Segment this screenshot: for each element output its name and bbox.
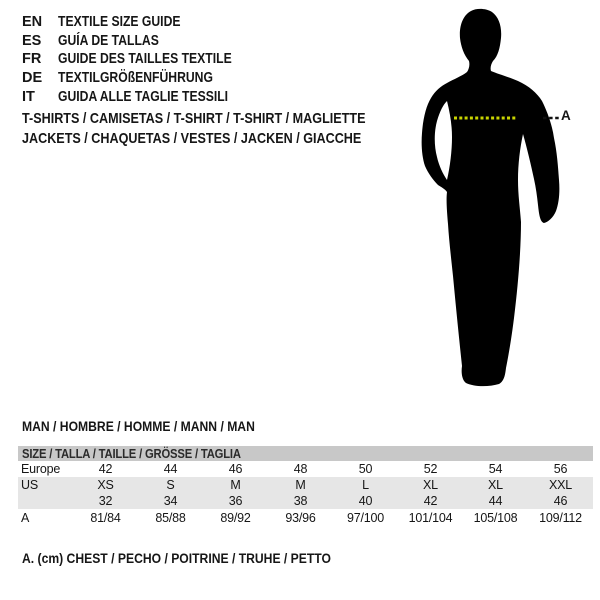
language-label: GUIDE DES TAILLES TEXTILE	[58, 51, 232, 68]
language-code: ES	[22, 32, 42, 49]
size-value: 44	[488, 494, 503, 508]
size-value: L	[362, 478, 369, 492]
size-value: 54	[488, 462, 503, 476]
size-value: 97/100	[346, 511, 385, 525]
row-label: A	[21, 511, 30, 525]
size-value: 50	[358, 462, 373, 476]
size-value: 40	[358, 494, 373, 508]
size-value: 32	[98, 494, 113, 508]
category-tshirts: T-SHIRTS / CAMISETAS / T-SHIRT / T-SHIRT / MAGLIETTE	[22, 110, 366, 127]
row-label: US	[21, 478, 38, 492]
size-value: 48	[293, 462, 308, 476]
size-value: M	[295, 478, 306, 492]
size-value: 89/92	[220, 511, 251, 525]
size-table	[18, 446, 593, 527]
language-label: GUÍA DE TALLAS	[58, 32, 159, 49]
size-value: 42	[98, 462, 113, 476]
size-value: 46	[228, 462, 243, 476]
row-label: Europe	[21, 462, 61, 476]
language-label: GUIDA ALLE TAGLIE TESSILI	[58, 88, 229, 105]
section-title-man: MAN / HOMBRE / HOMME / MANN / MAN	[22, 419, 255, 434]
size-value: 93/96	[285, 511, 316, 525]
size-value: 34	[163, 494, 178, 508]
language-code: IT	[22, 88, 35, 105]
size-table-header: SIZE / TALLA / TAILLE / GRÖSSE / TAGLIA	[18, 446, 593, 461]
measurement-footnote: A. (cm) CHEST / PECHO / POITRINE / TRUHE / PETTO	[22, 551, 331, 566]
measure-label-a: A	[561, 108, 571, 123]
table-row-chest-a	[18, 509, 593, 527]
size-value: 56	[553, 462, 568, 476]
size-value: 101/104	[408, 511, 453, 525]
size-value: 44	[163, 462, 178, 476]
language-code: FR	[22, 51, 42, 68]
size-value: 109/112	[539, 511, 582, 525]
language-label: TEXTILE SIZE GUIDE	[58, 14, 181, 31]
size-value: 42	[423, 494, 438, 508]
size-value: 85/88	[155, 511, 186, 525]
size-value: S	[166, 478, 175, 492]
language-label: TEXTILGRÖßENFÜHRUNG	[58, 70, 213, 87]
man-silhouette	[422, 9, 560, 386]
size-value: 52	[423, 462, 438, 476]
language-code: DE	[22, 70, 43, 87]
language-code: EN	[22, 14, 43, 31]
category-jackets: JACKETS / CHAQUETAS / VESTES / JACKEN / GIACCHE	[22, 129, 362, 147]
size-value: XL	[423, 478, 438, 492]
size-value: M	[230, 478, 241, 492]
size-value: 105/108	[473, 511, 518, 525]
size-value: XL	[488, 478, 503, 492]
table-row-europe	[18, 461, 593, 477]
size-value: XXL	[548, 478, 573, 492]
size-value: 46	[553, 494, 568, 508]
size-value: 36	[228, 494, 243, 508]
size-value: 38	[293, 494, 308, 508]
table-row-uk	[18, 493, 593, 509]
size-value: 81/84	[90, 511, 121, 525]
size-value: XS	[97, 478, 114, 492]
table-row-us	[18, 477, 593, 493]
